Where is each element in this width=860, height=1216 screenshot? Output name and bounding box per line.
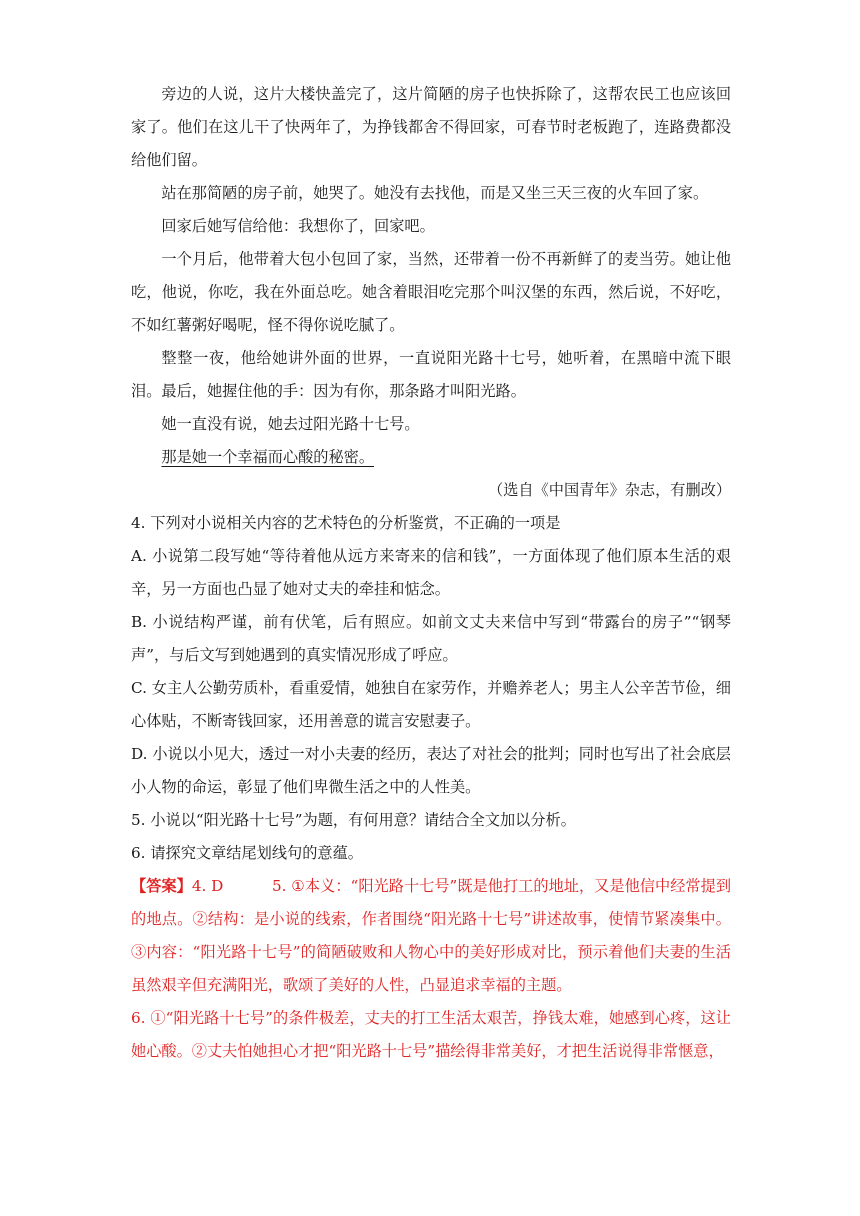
story-paragraph-4: 一个月后，他带着大包小包回了家，当然，还带着一份不再新鲜了的麦当劳。她让他吃，他说，你吃，我在外面总吃。她含着眼泪吃完那个叫汉堡的东西，然后说，不好吃，不如红薯粥好喝呢，怪不得你说吃腻了。 <box>131 250 731 334</box>
question-5: 5. 小说以“阳光路十七号”为题，有何用意？请结合全文加以分析。 <box>131 811 576 829</box>
answer-block-1 <box>131 870 731 1002</box>
answer-label: 【答案】 <box>131 877 192 895</box>
document-page <box>131 78 731 1068</box>
question-4-option-a: A. 小说第二段写她“等待着他从远方来寄来的信和钱”，一方面体现了他们原本生活的艰辛，另一方面也凸显了她对丈夫的牵挂和惦念。 <box>131 547 731 598</box>
story-paragraph-6: 她一直没有说，她去过阳光路十七号。 <box>161 415 420 433</box>
question-4: 4. 下列对小说相关内容的艺术特色的分析鉴赏，不正确的一项是 <box>131 514 561 532</box>
story-paragraph-5: 整整一夜，他给她讲外面的世界，一直说阳光路十七号，她听着，在黑暗中流下眼泪。最后，她握住他的手：因为有你，那条路才叫阳光路。 <box>131 349 731 400</box>
question-4-option-d: D. 小说以小见大，透过一对小夫妻的经历，表达了对社会的批判；同时也写出了社会底层小人物的命运，彰显了他们卑微生活之中的人性美。 <box>131 745 731 796</box>
story-paragraph-2: 站在那简陋的房子前，她哭了。她没有去找他，而是又坐三天三夜的火车回了家。 <box>161 184 709 202</box>
question-6: 6. 请探究文章结尾划线句的意蕴。 <box>131 844 363 862</box>
story-paragraph-1: 旁边的人说，这片大楼快盖完了，这片简陋的房子也快拆除了，这帮农民工也应该回家了。他们在这儿干了快两年了，为挣钱都舍不得回家，可春节时老板跑了，连路费都没给他们留。 <box>131 85 731 169</box>
source-citation: （选自《中国青年》杂志，有删改） <box>488 481 731 499</box>
question-4-option-b: B. 小说结构严谨，前有伏笔，后有照应。如前文丈夫来信中写到“带露台的房子”“钢琴声”，与后文写到她遇到的真实情况形成了呼应。 <box>131 613 731 664</box>
underlined-sentence: 那是她一个幸福而心酸的秘密。 <box>161 448 375 466</box>
question-4-option-c: C. 女主人公勤劳质朴，看重爱情，她独自在家劳作，并赡养老人；男主人公辛苦节俭，细心体贴，不断寄钱回家，还用善意的谎言安慰妻子。 <box>131 679 731 730</box>
answer-5: 5. ①本义：“阳光路十七号”既是他打工的地址，又是他信中经常提到的地点。②结构：是小说的线索，作者围绕“阳光路十七号”讲述故事，使情节紧凑集中。③内容：“阳光路十七号”的简陋破败和人物心中的美好形成对比，预示着他们夫妻的生活虽然艰辛但充满阳光，歌颂了美好的人性，凸显追求幸福的主题。 <box>131 877 732 994</box>
story-closing-line <box>131 441 731 474</box>
answer-6: 6. ①“阳光路十七号”的条件极差，丈夫的打工生活太艰苦，挣钱太难，她感到心疼，这让她心酸。②丈夫怕她担心才把“阳光路十七号”描绘得非常美好，才把生活说得非常惬意， <box>131 1009 731 1060</box>
answer-4: 4. D <box>191 877 224 895</box>
story-paragraph-3: 回家后她写信给他：我想你了，回家吧。 <box>161 217 435 235</box>
